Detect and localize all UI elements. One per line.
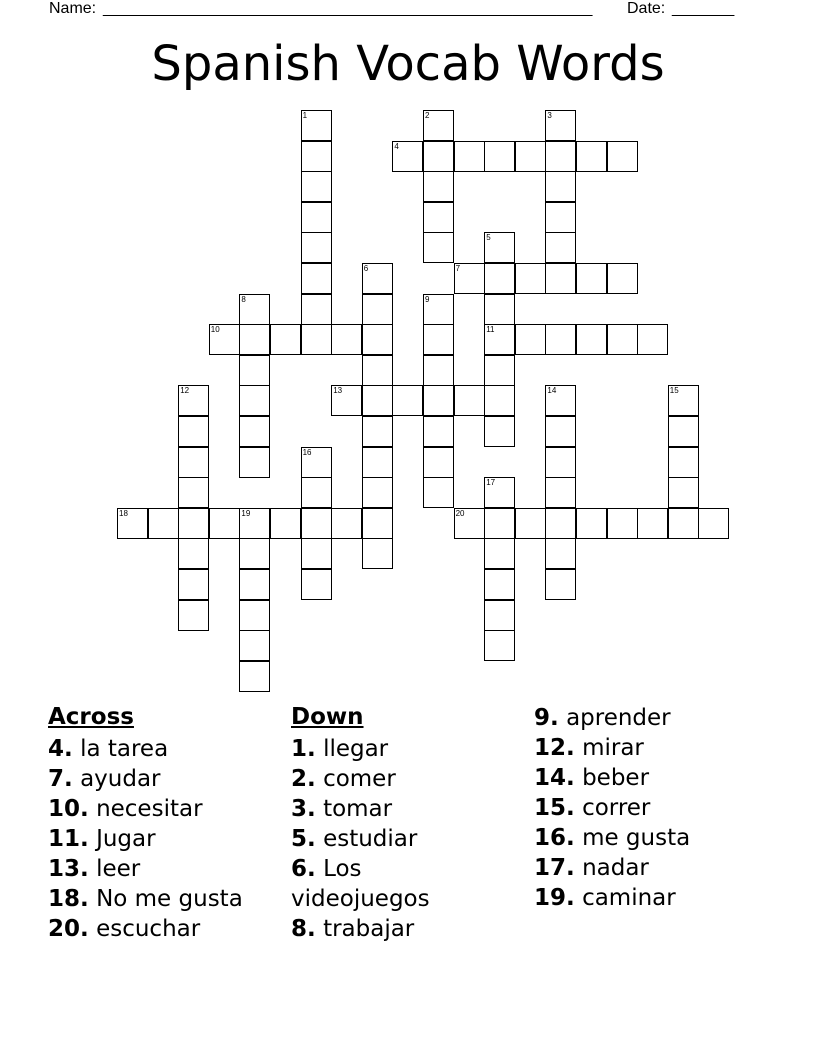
clue-text: leer: [96, 856, 141, 882]
grid-cell[interactable]: [301, 171, 332, 202]
grid-cell[interactable]: [484, 263, 515, 294]
clue-item: [291, 854, 491, 914]
grid-cell[interactable]: [545, 416, 576, 447]
grid-cell[interactable]: [239, 385, 270, 416]
grid-cell[interactable]: [301, 477, 332, 508]
grid-cell[interactable]: [392, 385, 423, 416]
clue-item: [48, 764, 283, 794]
grid-cell[interactable]: [362, 538, 393, 569]
grid-cell[interactable]: [423, 232, 454, 263]
grid-cell[interactable]: [362, 508, 393, 539]
clue-number: 8.: [291, 916, 316, 942]
clue-item: [534, 703, 774, 733]
clue-item: [48, 884, 283, 914]
clue-number: 20.: [48, 916, 89, 942]
grid-cell[interactable]: [484, 630, 515, 661]
clue-item: [534, 823, 774, 853]
puzzle-title: Spanish Vocab Words: [151, 36, 665, 92]
grid-cell[interactable]: [239, 569, 270, 600]
grid-cell[interactable]: [362, 385, 393, 416]
grid-cell[interactable]: [484, 508, 515, 539]
grid-cell[interactable]: [668, 508, 699, 539]
cell-number: 18: [119, 508, 128, 518]
down-clues: [291, 703, 491, 944]
clue-item: [48, 794, 283, 824]
clue-text: me gusta: [582, 825, 691, 851]
grid-cell[interactable]: [515, 141, 546, 172]
grid-cell[interactable]: [515, 508, 546, 539]
cell-number: 8: [241, 294, 246, 304]
name-label: Name:: [49, 0, 97, 17]
grid-cell[interactable]: [545, 232, 576, 263]
clue-text: Los videojuegos: [291, 856, 430, 912]
grid-cell[interactable]: [668, 416, 699, 447]
clue-item: [534, 793, 774, 823]
cell-number: 9: [425, 294, 430, 304]
clue-text: No me gusta: [96, 886, 243, 912]
clue-item: [48, 734, 283, 764]
grid-cell[interactable]: [545, 141, 576, 172]
clue-number: 12.: [534, 735, 575, 761]
grid-cell[interactable]: [607, 508, 638, 539]
grid-cell[interactable]: [637, 508, 668, 539]
clue-text: trabajar: [323, 916, 415, 942]
grid-cell[interactable]: [668, 447, 699, 478]
grid-cell[interactable]: [301, 202, 332, 233]
grid-cell[interactable]: [545, 538, 576, 569]
clue-text: comer: [323, 766, 396, 792]
grid-cell[interactable]: [362, 447, 393, 478]
clue-item: [534, 853, 774, 883]
across-list: [48, 734, 283, 944]
clue-item: [291, 734, 491, 764]
grid-cell[interactable]: [270, 508, 301, 539]
clue-number: 7.: [48, 766, 73, 792]
cell-number: 6: [363, 264, 369, 273]
grid-cell[interactable]: [178, 569, 209, 600]
grid-cell[interactable]: [362, 294, 393, 325]
grid-cell[interactable]: [362, 477, 393, 508]
grid-cell[interactable]: [545, 447, 576, 478]
clue-text: necesitar: [96, 796, 203, 822]
clue-number: 16.: [534, 825, 575, 851]
clue-item: [48, 914, 283, 944]
grid-cell[interactable]: [484, 600, 515, 631]
grid-cell[interactable]: [423, 355, 454, 386]
clue-item: [48, 854, 283, 884]
grid-cell[interactable]: [607, 324, 638, 355]
clue-text: correr: [582, 795, 651, 821]
clue-number: 11.: [48, 826, 89, 852]
grid-cell[interactable]: [178, 447, 209, 478]
grid-cell[interactable]: [331, 508, 362, 539]
grid-cell[interactable]: [484, 385, 515, 416]
grid-cell[interactable]: [270, 324, 301, 355]
clue-item: [291, 764, 491, 794]
clue-number: 18.: [48, 886, 89, 912]
clue-text: nadar: [582, 855, 649, 881]
grid-cell[interactable]: [178, 477, 209, 508]
grid-cell[interactable]: [484, 416, 515, 447]
grid-cell[interactable]: [362, 324, 393, 355]
grid-cell[interactable]: [576, 508, 607, 539]
clue-text: llegar: [323, 736, 389, 762]
grid-cell[interactable]: [362, 355, 393, 386]
clue-text: beber: [582, 765, 650, 791]
grid-cell[interactable]: [301, 508, 332, 539]
grid-cell[interactable]: [545, 569, 576, 600]
grid-cell[interactable]: [484, 355, 515, 386]
clue-item: [291, 824, 491, 854]
grid-cell[interactable]: [484, 538, 515, 569]
clue-item: [291, 914, 491, 944]
across-clues: [48, 703, 283, 944]
clue-number: 5.: [291, 826, 316, 852]
grid-cell[interactable]: [545, 202, 576, 233]
clue-text: aprender: [566, 705, 671, 731]
clue-number: 1.: [291, 736, 316, 762]
down-heading: Down: [291, 704, 364, 730]
cell-number: 7: [455, 264, 461, 273]
name-line[interactable]: _______________________________________________________: [103, 0, 593, 17]
grid-cell[interactable]: [331, 324, 362, 355]
grid-cell[interactable]: [423, 171, 454, 202]
grid-cell[interactable]: [239, 630, 270, 661]
grid-cell[interactable]: [301, 141, 332, 172]
grid-cell[interactable]: [423, 141, 454, 172]
clue-number: 19.: [534, 885, 575, 911]
clue-item: [534, 883, 774, 913]
grid-cell[interactable]: [301, 294, 332, 325]
grid-cell[interactable]: [423, 416, 454, 447]
grid-cell[interactable]: [484, 569, 515, 600]
grid-cell[interactable]: [515, 324, 546, 355]
grid-cell[interactable]: [423, 385, 454, 416]
grid-cell[interactable]: [484, 141, 515, 172]
cell-number: 12: [180, 386, 190, 396]
cell-number: 3: [547, 111, 552, 120]
grid-cell[interactable]: [239, 447, 270, 478]
grid-cell[interactable]: [209, 508, 240, 539]
clue-number: 10.: [48, 796, 89, 822]
grid-cell[interactable]: [301, 569, 332, 600]
grid-cell[interactable]: [545, 477, 576, 508]
clue-number: 17.: [534, 855, 575, 881]
cell-number: 17: [486, 478, 496, 488]
cell-number: 5: [486, 233, 491, 243]
clue-item: [48, 824, 283, 854]
down-list-continued: [534, 703, 774, 913]
clue-text: tomar: [323, 796, 393, 822]
grid-cell[interactable]: [239, 324, 270, 355]
grid-cell[interactable]: [178, 508, 209, 539]
cell-number: 4: [394, 141, 399, 151]
clue-text: caminar: [582, 885, 676, 911]
date-label: Date:: [627, 0, 666, 17]
grid-cell[interactable]: [607, 263, 638, 294]
clue-text: estudiar: [323, 826, 418, 852]
grid-cell[interactable]: [545, 171, 576, 202]
grid-cell[interactable]: [301, 538, 332, 569]
grid-cell[interactable]: [178, 600, 209, 631]
grid-cell[interactable]: [301, 232, 332, 263]
across-heading: Across: [48, 704, 134, 730]
grid-cell[interactable]: [239, 661, 270, 692]
grid-cell[interactable]: [423, 202, 454, 233]
grid-cell[interactable]: [423, 324, 454, 355]
grid-cell[interactable]: [637, 324, 668, 355]
grid-cell[interactable]: [301, 263, 332, 294]
grid-cell[interactable]: [607, 141, 638, 172]
cell-number: 19: [241, 508, 251, 518]
down-list: [291, 734, 491, 944]
clue-number: 15.: [534, 795, 575, 821]
grid-cell[interactable]: [239, 416, 270, 447]
cell-number: 14: [547, 386, 557, 396]
clue-number: 13.: [48, 856, 89, 882]
cell-number: 11: [486, 325, 495, 335]
clue-number: 2.: [291, 766, 316, 792]
clue-number: 9.: [534, 705, 559, 731]
clue-number: 4.: [48, 736, 73, 762]
grid-cell[interactable]: [178, 416, 209, 447]
grid-cell[interactable]: [239, 538, 270, 569]
grid-cell[interactable]: [576, 141, 607, 172]
clue-item: [534, 763, 774, 793]
cell-number: 20: [455, 508, 465, 518]
cell-number: 1: [302, 111, 308, 120]
clue-text: ayudar: [80, 766, 161, 792]
clue-text: la tarea: [80, 736, 169, 762]
cell-number: 15: [669, 386, 679, 396]
grid-cell[interactable]: [148, 508, 179, 539]
clue-text: escuchar: [96, 916, 201, 942]
grid-cell[interactable]: [239, 600, 270, 631]
grid-cell[interactable]: [698, 508, 729, 539]
clue-text: Jugar: [96, 826, 156, 852]
grid-cell[interactable]: [301, 324, 332, 355]
clue-number: 14.: [534, 765, 575, 791]
grid-cell[interactable]: [362, 416, 393, 447]
grid-cell[interactable]: [576, 324, 607, 355]
clue-item: [291, 794, 491, 824]
cell-number: 16: [302, 447, 312, 457]
cell-number: 10: [210, 325, 220, 335]
grid-cell[interactable]: [515, 263, 546, 294]
grid-cell[interactable]: [423, 447, 454, 478]
grid-cell[interactable]: [545, 324, 576, 355]
grid-cell[interactable]: [668, 477, 699, 508]
clue-text: mirar: [582, 735, 644, 761]
date-line[interactable]: _______: [672, 0, 735, 17]
grid-cell[interactable]: [178, 538, 209, 569]
grid-cell[interactable]: [545, 263, 576, 294]
grid-cell[interactable]: [454, 385, 485, 416]
cell-number: 13: [333, 386, 343, 396]
grid-cell[interactable]: [423, 477, 454, 508]
grid-cell[interactable]: [576, 263, 607, 294]
clue-item: [534, 733, 774, 763]
grid-cell[interactable]: [484, 294, 515, 325]
down-clues-continued: [534, 703, 774, 913]
grid-cell[interactable]: [239, 355, 270, 386]
cell-number: 2: [425, 111, 430, 120]
clue-number: 3.: [291, 796, 316, 822]
grid-cell[interactable]: [545, 508, 576, 539]
grid-cell[interactable]: [454, 141, 485, 172]
clue-number: 6.: [291, 856, 316, 882]
